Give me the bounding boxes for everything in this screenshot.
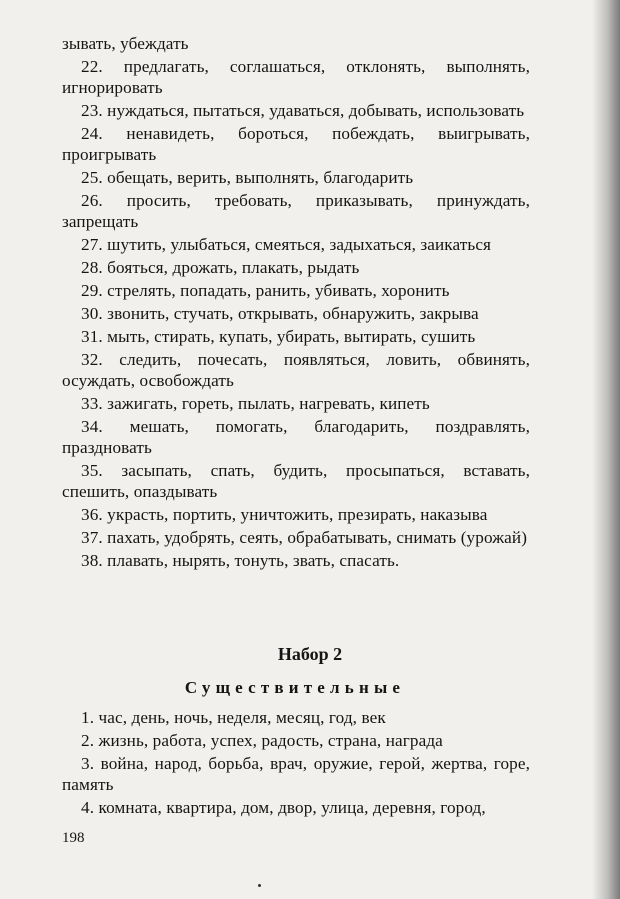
list-item: 1. час, день, ночь, неделя, месяц, год, век — [81, 708, 386, 727]
list-item: 36. украсть, портить, уничтожить, презирать, наказыва — [81, 505, 488, 524]
list-item: 3. война, народ, борьба, врач, оружие, герой, жертва, горе, память — [62, 754, 530, 794]
list-item: 25. обещать, верить, выполнять, благодарить — [81, 168, 414, 187]
list-item: 33. зажигать, гореть, пылать, нагревать, кипеть — [81, 394, 430, 413]
list-item: 32. следить, почесать, появляться, ловить, обвинять, осуждать, освобождать — [62, 350, 530, 390]
list-item: 37. пахать, удобрять, сеять, обрабатывать, снимать (урожай) — [81, 528, 528, 547]
verb-list-continued — [62, 33, 530, 573]
list-item: 23. нуждаться, пытаться, удаваться, добывать, использовать — [81, 101, 525, 120]
list-item: 4. комната, квартира, дом, двор, улица, деревня, город, — [81, 798, 486, 817]
list-item: 29. стрелять, попадать, ранить, убивать, хоронить — [81, 281, 450, 300]
noun-list — [62, 707, 530, 820]
list-item: 26. просить, требовать, приказывать, принуждать, запрещать — [62, 191, 530, 231]
list-item: 31. мыть, стирать, купать, убирать, вытирать, сушить — [81, 327, 476, 346]
list-item: 27. шутить, улыбаться, смеяться, задыхаться, заикаться — [81, 235, 492, 254]
section-heading: Существительные — [184, 678, 406, 697]
list-item: 34. мешать, помогать, благодарить, поздравлять, праздновать — [62, 417, 530, 457]
list-item: 38. плавать, нырять, тонуть, звать, спасать. — [81, 551, 400, 570]
page-number: 198 — [62, 830, 85, 846]
list-item: 35. засыпать, спать, будить, просыпаться, вставать, спешить, опаздывать — [62, 461, 530, 501]
list-item: 24. ненавидеть, бороться, побеждать, выигрывать, проигрывать — [62, 124, 530, 164]
list-item: 22. предлагать, соглашаться, отклонять, выполнять, игнорировать — [62, 57, 530, 97]
list-item: 28. бояться, дрожать, плакать, рыдать — [81, 258, 360, 277]
set-heading: Набор 2 — [277, 644, 343, 664]
list-item: 30. звонить, стучать, открывать, обнаружить, закрыва — [81, 304, 479, 323]
continuation-line: зывать, убеждать — [62, 34, 189, 53]
list-item: 2. жизнь, работа, успех, радость, страна, награда — [81, 731, 443, 750]
scan-speck — [258, 884, 261, 887]
